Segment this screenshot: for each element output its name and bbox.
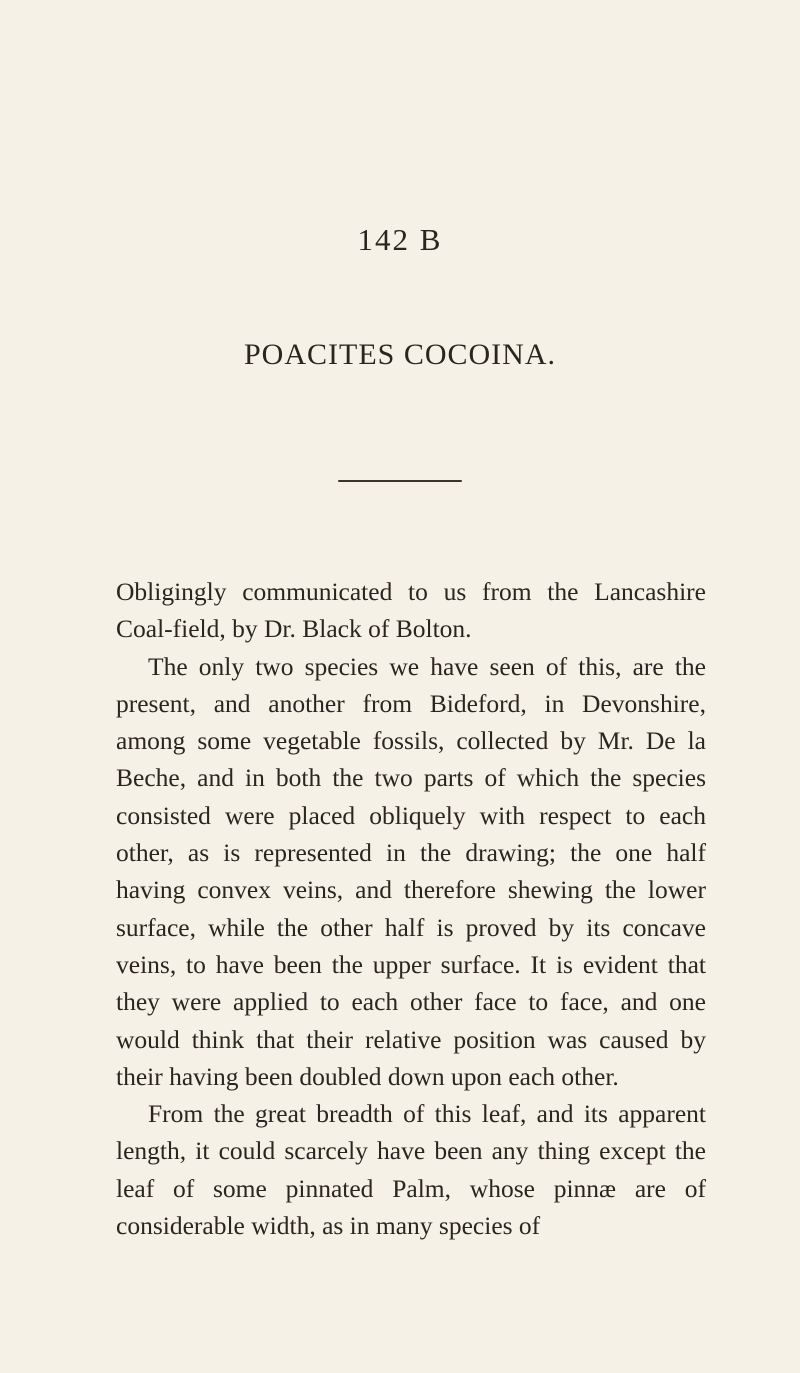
paragraph-3: From the great breadth of this leaf, and its apparent length, it could scarcely have been any thing except the leaf of some pinnated Palm, whose pinnæ are of considerable width, as in many species of (116, 1099, 706, 1241)
body-text (116, 573, 706, 1244)
page-number: 142 B (357, 222, 443, 257)
paragraph-2: The only two species we have seen of this, are the present, and another from Bideford, in Devonshire, among some vegetable fossils, collected by Mr. De la Beche, and in both the two parts of which the species consisted were placed obliquely with respect to each other, as is represented in the drawing; the one half having convex veins, and therefore shewing the lower surface, while the other half is proved by its concave veins, to have been the upper surface. It is evident that they were applied to each other face to face, and one would think that their relative position was caused by their having been doubled down upon each other. (116, 651, 706, 1091)
paragraph-1: Obligingly communicated to us from the Lancashire Coal-field, by Dr. Black of Bolton. (116, 577, 706, 644)
title-divider (338, 480, 462, 482)
plate-title: POACITES COCOINA. (243, 338, 557, 371)
